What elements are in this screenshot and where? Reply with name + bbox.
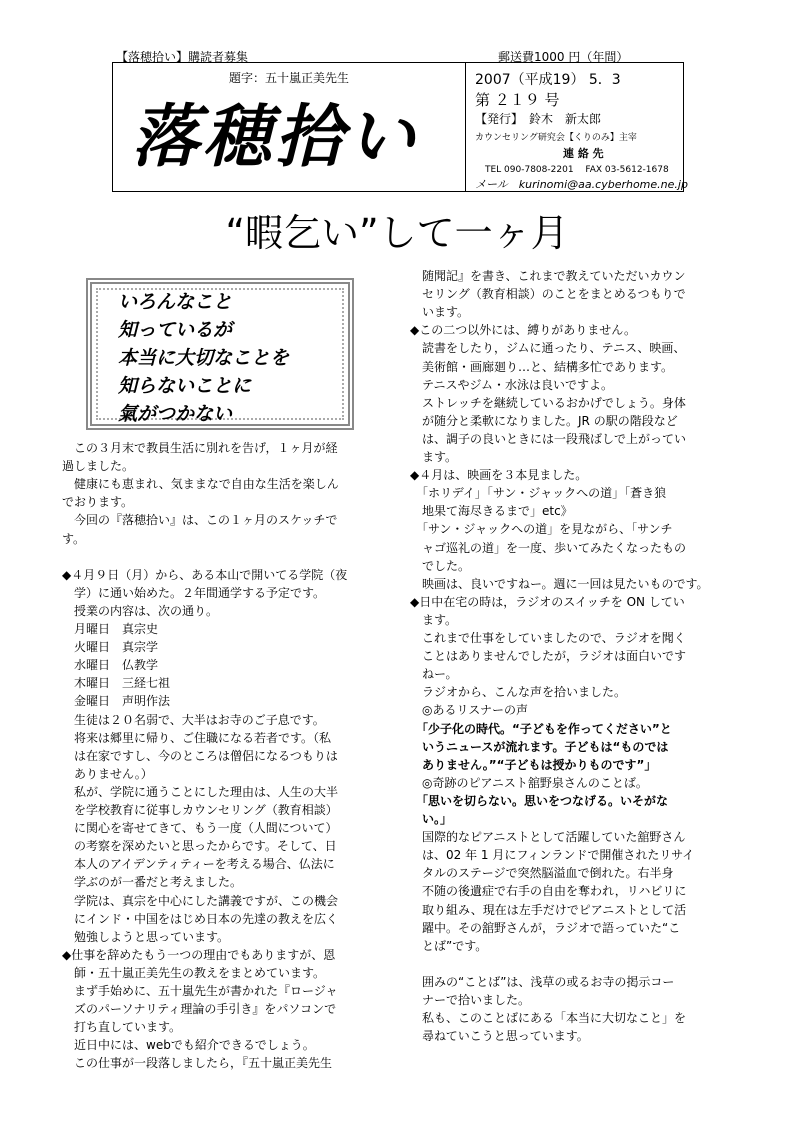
poem-line: 氣がつかない (118, 403, 233, 425)
text-line: 月曜日 真宗史 (62, 622, 159, 636)
text-line: ねー。 (410, 667, 458, 682)
subscription-notice: 【落穂拾い】購読者募集 (116, 50, 249, 64)
text-line: います。 (410, 305, 470, 320)
text-line: 木曜日 三経七祖 (62, 676, 171, 691)
text-line: 「少子化の時代。“子どもを作ってください”と (410, 721, 672, 736)
text-line: い。」 (410, 812, 453, 826)
text-line: ストレッチを継続しているおかげでしょう。身体 (410, 395, 686, 410)
text-line: タルのステージで突然脳溢血で倒れた。右半身 (410, 866, 674, 881)
text-line: ャゴ巡礼の道」を一度、歩いてみたくなったもの (410, 540, 687, 555)
text-line: ありません。） (62, 766, 153, 781)
text-line: セリング（教育相談）のことをまとめるつもりで (410, 287, 686, 302)
text-line: 金曜日 声明作法 (62, 694, 171, 709)
text-line: 勉強しようと思っています。 (62, 929, 230, 944)
text-line: 私が、学院に通うことにした理由は、人生の大半 (62, 784, 339, 799)
text-line: 将来は郷里に帰り、ご住職になる若者です。（私 (62, 730, 332, 745)
text-line: 「思いを切らない。思いをつなげる。いそがな (410, 793, 669, 808)
poem-line: 知っているが (118, 319, 233, 341)
text-line: の考察を深めたいと思ったからです。そして、日 (62, 839, 337, 854)
text-line: ◆この二つ以外には、縛りがありません。 (410, 323, 636, 338)
text-line: テニスやジム・水泳は良いですよ。 (410, 377, 614, 392)
text-line: 躍中。その舘野さんが，ラジオで語っていた“こ (410, 920, 681, 935)
postage-fee: 郵送費1000 円（年間） (498, 50, 629, 64)
text-line: は、02 年 1 月にフィンランドで開催されたリサイ (410, 848, 695, 863)
text-line: 「サン・ジャックへの道」を見ながら、「サンチ (410, 522, 673, 537)
newsletter-title: 落穂拾い (131, 97, 420, 177)
calligrapher-credit: 題字：五十嵐正美先生 (228, 71, 349, 85)
text-line: 授業の内容は、次の通り。 (62, 603, 219, 618)
text-line: 生徒は２０名弱で、大半はお寺のご子息です。 (62, 712, 325, 727)
text-line: これまで仕事をしていましたので、ラジオを聞く (410, 631, 686, 645)
text-line: 過しました。 (62, 459, 135, 474)
text-line: でおります。 (62, 495, 134, 510)
text-line: 学院は、真宗を中心にした講義ですが、この機会 (62, 893, 339, 908)
text-line: ◆４月は、映画を３本見ました。 (410, 468, 588, 483)
text-line: 本人のアイデンティティーを考える場合、仏法に (62, 857, 335, 872)
text-line: にインド・中国をはじめ日本の先達の教えを広く (62, 911, 339, 926)
text-line: 尋ねていこうと思っています。 (410, 1029, 589, 1044)
poem-line: 本当に大切なことを (118, 347, 290, 369)
text-line: 不随の後遺症で右手の自由を奪われ，リハビリに (410, 884, 687, 899)
text-line: ことはありませんでしたが，ラジオは面白いです (410, 649, 687, 664)
text-line: ます。 (410, 612, 458, 627)
masthead-box (112, 62, 688, 192)
organization: カウンセリング研究会【くりのみ】主宰 (475, 133, 637, 143)
text-line: ◆仕事を辞めたもう一つの理由でもありますが、恩 (62, 947, 336, 962)
masthead-divider (465, 63, 466, 192)
text-line: ◆日中在宅の時は，ラジオのスイッチを ON してい (410, 594, 685, 609)
text-line: が随分と柔軟になりました。JR の駅の階段など (410, 413, 678, 428)
text-line: とば”です。 (410, 938, 488, 953)
text-line: ありません。”“子どもは授かりものです”」 (410, 757, 657, 772)
poem-line: いろんなこと (118, 291, 233, 313)
text-line: ナーで拾いました。 (410, 993, 531, 1007)
text-line: 私も、このことばにある「本当に大切なこと」を (410, 1011, 687, 1026)
text-line: ラジオから、こんな声を拾いました。 (410, 685, 627, 700)
email: メール kurinomi@aa.cyberhome.ne.jp (475, 178, 688, 191)
contact-label: 連 絡 先 (563, 147, 604, 160)
headline: “暇乞い”して一ヶ月 (225, 211, 569, 255)
text-line: 国際的なピアニストとして活躍していた舘野さん (410, 830, 686, 845)
text-line: 学）に通い始めた。２年間通学する予定です。 (62, 585, 326, 600)
phone-fax: TEL 090-7808-2201 FAX 03-5612-1678 (485, 165, 669, 175)
text-line: は、調子の良いときには一段飛ばしで上がってい (410, 431, 687, 446)
text-line: 「ホリデイ」「サン・ジャックへの道」「蒼き狼 (410, 486, 667, 501)
text-line: 水曜日 仏教学 (62, 658, 159, 673)
text-line: 美術館・画廊廻り…と、結構多忙であります。 (410, 359, 674, 374)
text-line: 近日中には、webでも紹介できるでしょう。 (62, 1038, 315, 1053)
poem-line: 知らないことに (118, 375, 252, 397)
text-line: 映画は、良いですねー。週に一回は見たいものです。 (410, 576, 709, 591)
text-line: ◎あるリスナーの声 (410, 703, 528, 718)
text-line: す。 (62, 531, 86, 546)
publisher: 【発行】 鈴木 新太郎 (475, 112, 602, 126)
text-line: この仕事が一段落しましたら，『五十嵐正美先生 (62, 1056, 333, 1071)
text-line: ◎奇跡のピアニスト舘野泉さんのことば。 (410, 775, 648, 790)
text-line: 取り組み、現在は左手だけでピアニストとして活 (410, 902, 687, 917)
text-line: 打ち直しています。 (62, 1020, 182, 1035)
text-line: 地果て海尽きるまで」etc》 (410, 504, 573, 519)
issue-number: 第 ２１９ 号 (475, 91, 560, 109)
text-line: ズのパーソナリティ理論の手引き』をパソコンで (62, 1002, 337, 1017)
text-line: 学ぶのが一番だと考えました。 (62, 875, 243, 890)
text-line: この３月末で教員生活に別れを告げ，１ヶ月が経 (62, 441, 338, 455)
poem (118, 288, 289, 428)
text-line: 健康にも恵まれ、気ままなで自由な生活を楽しん (62, 477, 339, 492)
text-line: でした。 (410, 558, 471, 573)
text-line: ◆４月９日（月）から、ある本山で開いてる学院（夜 (62, 567, 348, 582)
text-line: いうニュースが流れます。子どもは“ものでは (410, 739, 669, 754)
text-line: 今回の『落穂拾い』は、この１ヶ月のスケッチで (62, 513, 338, 528)
text-line: は在家ですし、今のところは僧侶になるつもりは (62, 748, 338, 763)
text-line: ます。 (410, 450, 458, 464)
issue-date: 2007（平成19） 5．3 (475, 72, 621, 88)
text-line: まず手始めに、五十嵐先生が書かれた『ロージャ (62, 984, 338, 998)
text-line: 読書をしたり，ジムに通ったり、テニス、映画、 (410, 341, 686, 356)
text-line: 火曜日 真宗学 (62, 640, 159, 655)
text-line: 囲みの“ことば”は、浅草の或るお寺の掲示コー (410, 974, 675, 989)
text-line: 随聞記』を書き、これまで教えていただいカウン (410, 269, 686, 283)
text-line: 師・五十嵐正美先生の教えをまとめています。 (62, 965, 326, 980)
text-line: に関心を寄せてきて、もう一度（人間について） (62, 821, 338, 836)
text-line: を学校教育に従事しカウンセリング（教育相談） (62, 803, 338, 817)
